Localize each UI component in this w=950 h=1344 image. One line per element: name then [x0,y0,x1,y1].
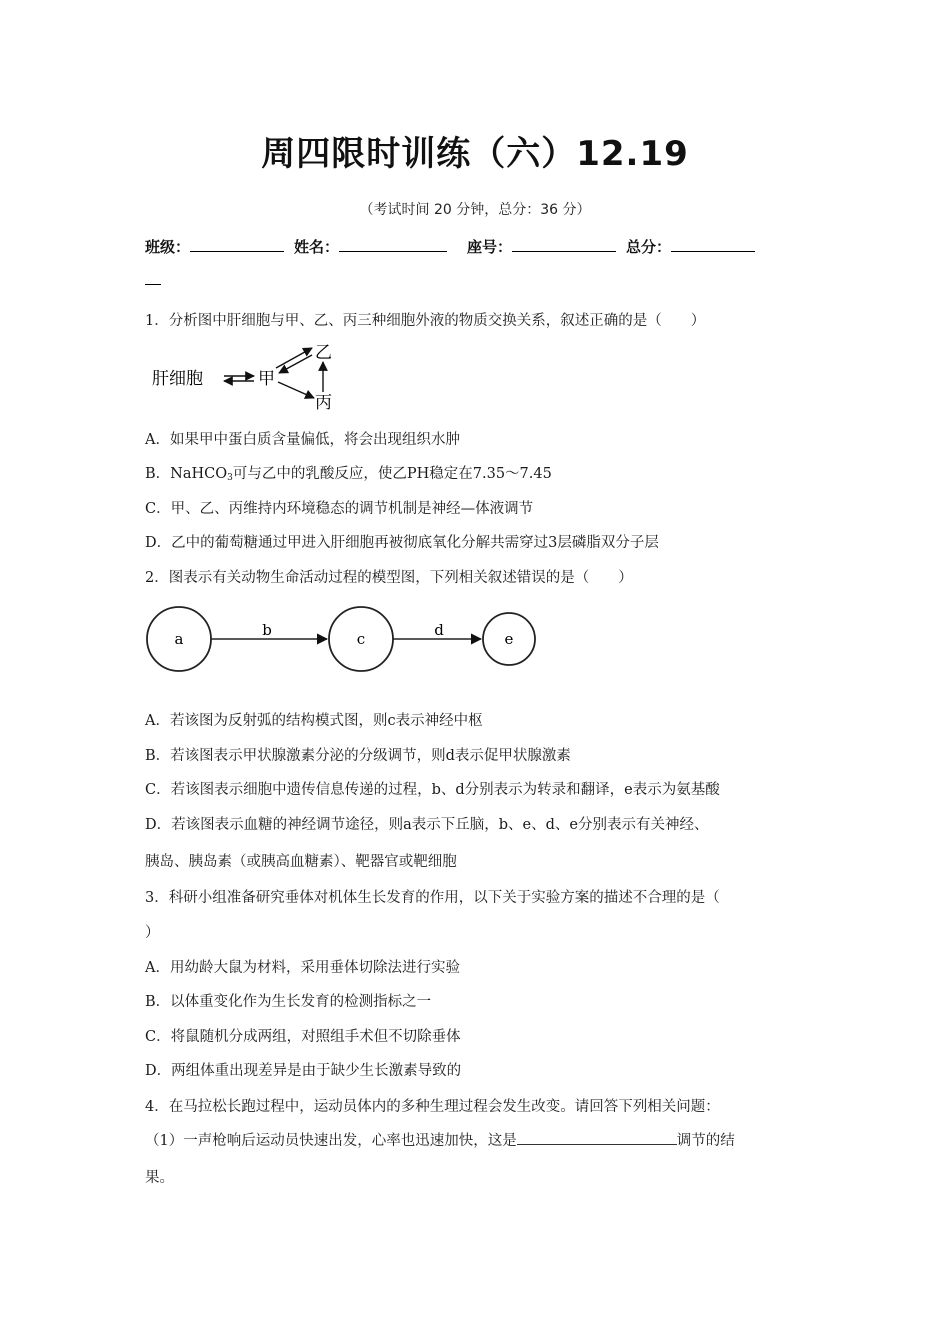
q1-option-a: A．如果甲中蛋白质含量偏低，将会出现组织水肿 [145,432,460,448]
edge-d-label: d [434,621,444,639]
q4-part1: （1）一声枪响后运动员快速出发，心率也迅速加快，这是 调节的结 [145,1133,735,1149]
q3-option-c: C．将鼠随机分成两组，对照组手术但不切除垂体 [145,1029,461,1045]
q2-diagram [145,604,545,674]
class-blank[interactable] [190,237,284,252]
name-blank[interactable] [339,237,447,252]
q4-part1-blank[interactable] [517,1132,677,1145]
q2-option-d-line2: 胰岛、胰岛素（或胰高血糖素）、靶器官或靶细胞 [145,854,457,870]
name-label: 姓名： [294,238,340,256]
q2-option-c: C．若该图表示细胞中遗传信息传递的过程，b、d分别表示为转录和翻译，e表示为氨基酸 [145,782,720,798]
student-info-row [145,236,810,258]
q1-option-c: C．甲、乙、丙维持内环境稳态的调节机制是神经—体液调节 [145,501,534,517]
q3-option-d: D．两组体重出现差异是由于缺少生长激素导致的 [145,1063,462,1079]
node-a-text: a [174,630,184,648]
q2-option-a: A．若该图为反射弧的结构模式图，则c表示神经中枢 [145,713,483,729]
score-blank[interactable] [671,237,755,252]
q1-option-d: D．乙中的葡萄糖通过甲进入肝细胞再被彻底氧化分解共需穿过3层磷脂双分子层 [145,535,659,551]
seat-blank[interactable] [512,237,616,252]
arrow-a-to-c [278,382,314,398]
q1-diagram [148,340,348,412]
edge-b-label: b [262,621,272,639]
page-title: 周四限时训练（六）12.19 [261,134,689,174]
q2-option-d-line1: D．若该图表示血糖的神经调节途径，则a表示下丘脑，b、e、d、e分别表示有关神经、 [145,817,709,833]
q2-stem: 2．图表示有关动物生命活动过程的模型图，下列相关叙述错误的是（ ） [145,570,633,586]
node-c-text: c [356,630,366,648]
node-b-label: 乙 [315,343,332,363]
q4-stem: 4．在马拉松长跑过程中，运动员体内的多种生理过程会发生改变。请回答下列相关问题： [145,1099,720,1115]
node-e-text: e [504,630,514,648]
q4-part1-end: 果。 [145,1170,174,1186]
class-label: 班级： [145,238,191,256]
q3-stem-line1: 3．科研小组准备研究垂体对机体生长发育的作用，以下关于实验方案的描述不合理的是（ [145,890,720,906]
liver-cell-label: 肝细胞 [152,369,203,389]
score-blank-continued [145,284,161,285]
q1-option-b: B．NaHCO$_3$可与乙中的乳酸反应，使乙PH稳定在7.35～7.45 [145,466,552,483]
q2-option-b: B．若该图表示甲状腺激素分泌的分级调节，则d表示促甲状腺激素 [145,748,571,764]
exam-time-info: （考试时间 20 分钟，总分：36 分） [359,202,591,218]
q3-option-a: A．用幼龄大鼠为材料，采用垂体切除法进行实验 [145,960,460,976]
q3-option-b: B．以体重变化作为生长发育的检测指标之一 [145,994,432,1010]
q3-stem-line2: ） [145,925,160,941]
score-label: 总分： [626,238,672,256]
q1-stem: 1．分析图中肝细胞与甲、乙、丙三种细胞外液的物质交换关系，叙述正确的是（ ） [145,313,706,329]
node-a-label: 甲 [258,369,275,389]
node-c-label: 丙 [315,393,332,412]
seat-label: 座号： [467,238,513,256]
